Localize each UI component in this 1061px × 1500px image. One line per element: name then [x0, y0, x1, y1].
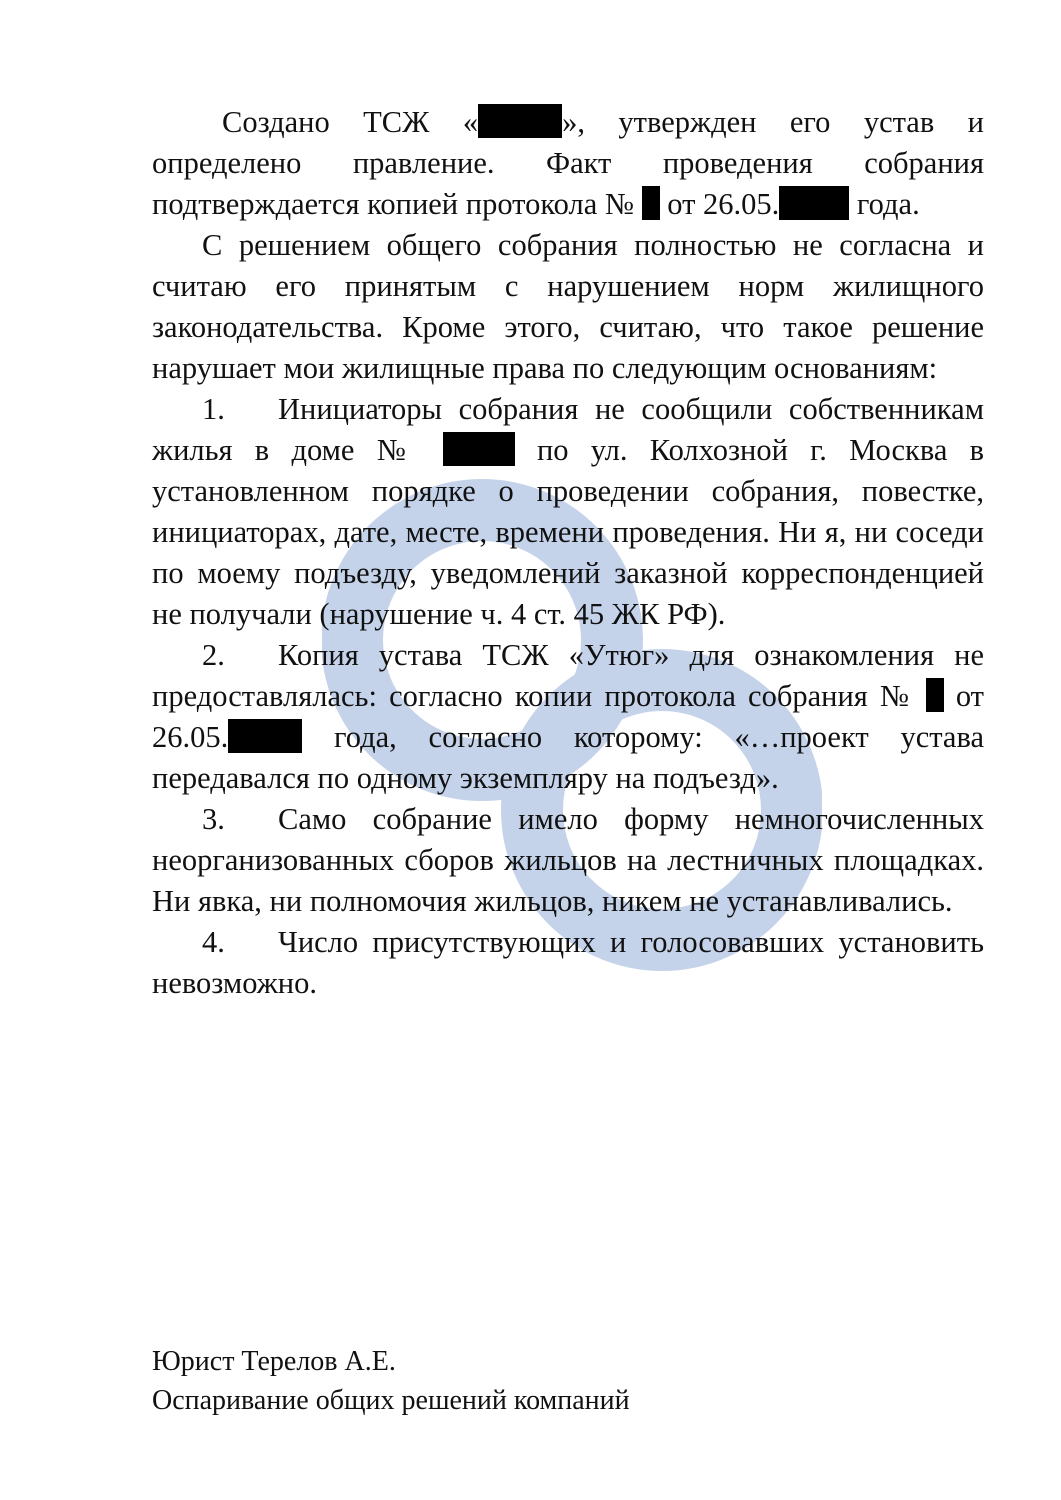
- list-number: 3.: [202, 802, 225, 836]
- list-item-3: 3. Само собрание имело форму немногочисленных неорганизованных сборов жильцов на лестничных площадках. Ни явка, ни полномочия жильцов, никем не устанавливались.: [152, 799, 984, 922]
- redaction-block: [642, 186, 660, 220]
- list-number: 1.: [202, 392, 225, 426]
- list-item-2: 2. Копия устава ТСЖ «Утюг» для ознакомления не предоставлялась: согласно копии протокола собрания № от 26.05. года, согласно которому: «…проект устава передавался по одному экземпляру на подъезд».: [152, 635, 984, 799]
- list-number: 4.: [202, 925, 225, 959]
- list-item-1: 1. Инициаторы собрания не сообщили собственникам жилья в доме № по ул. Колхозной г. Москва в установленном порядке о проведении собрания, повестке, инициаторах, дате, месте, времени проведения. Ни я, ни соседи по моему подъезду, уведомлений заказной корреспонденцией не получали (нарушение ч. 4 ст. 45 ЖК РФ).: [152, 389, 984, 635]
- paragraph-intro: Создано ТСЖ « », утвержден его устав и определено правление. Факт проведения собрания подтверждается копией протокола № от 26.05. года.: [152, 105, 984, 221]
- list-item-4: 4. Число присутствующих и голосовавших установить невозможно.: [152, 922, 984, 1004]
- signature-block: [152, 1342, 952, 1420]
- redaction-block: [443, 432, 515, 466]
- document-body: [152, 102, 984, 1004]
- list-number: 2.: [202, 638, 225, 672]
- redaction-block: [779, 186, 849, 220]
- redaction-block: [478, 104, 562, 138]
- paragraph-objection: С решением общего собрания полностью не согласна и считаю его принятым с нарушением норм жилищного законодательства. Кроме этого, считаю, что такое решение нарушает мои жилищные права по следующим основаниям:: [152, 228, 984, 385]
- signature-service: Оспаривание общих решений компаний: [152, 1385, 630, 1416]
- redaction-block: [228, 719, 302, 753]
- signature-name: Юрист Терелов А.Е.: [152, 1346, 396, 1377]
- redaction-block: [926, 678, 944, 712]
